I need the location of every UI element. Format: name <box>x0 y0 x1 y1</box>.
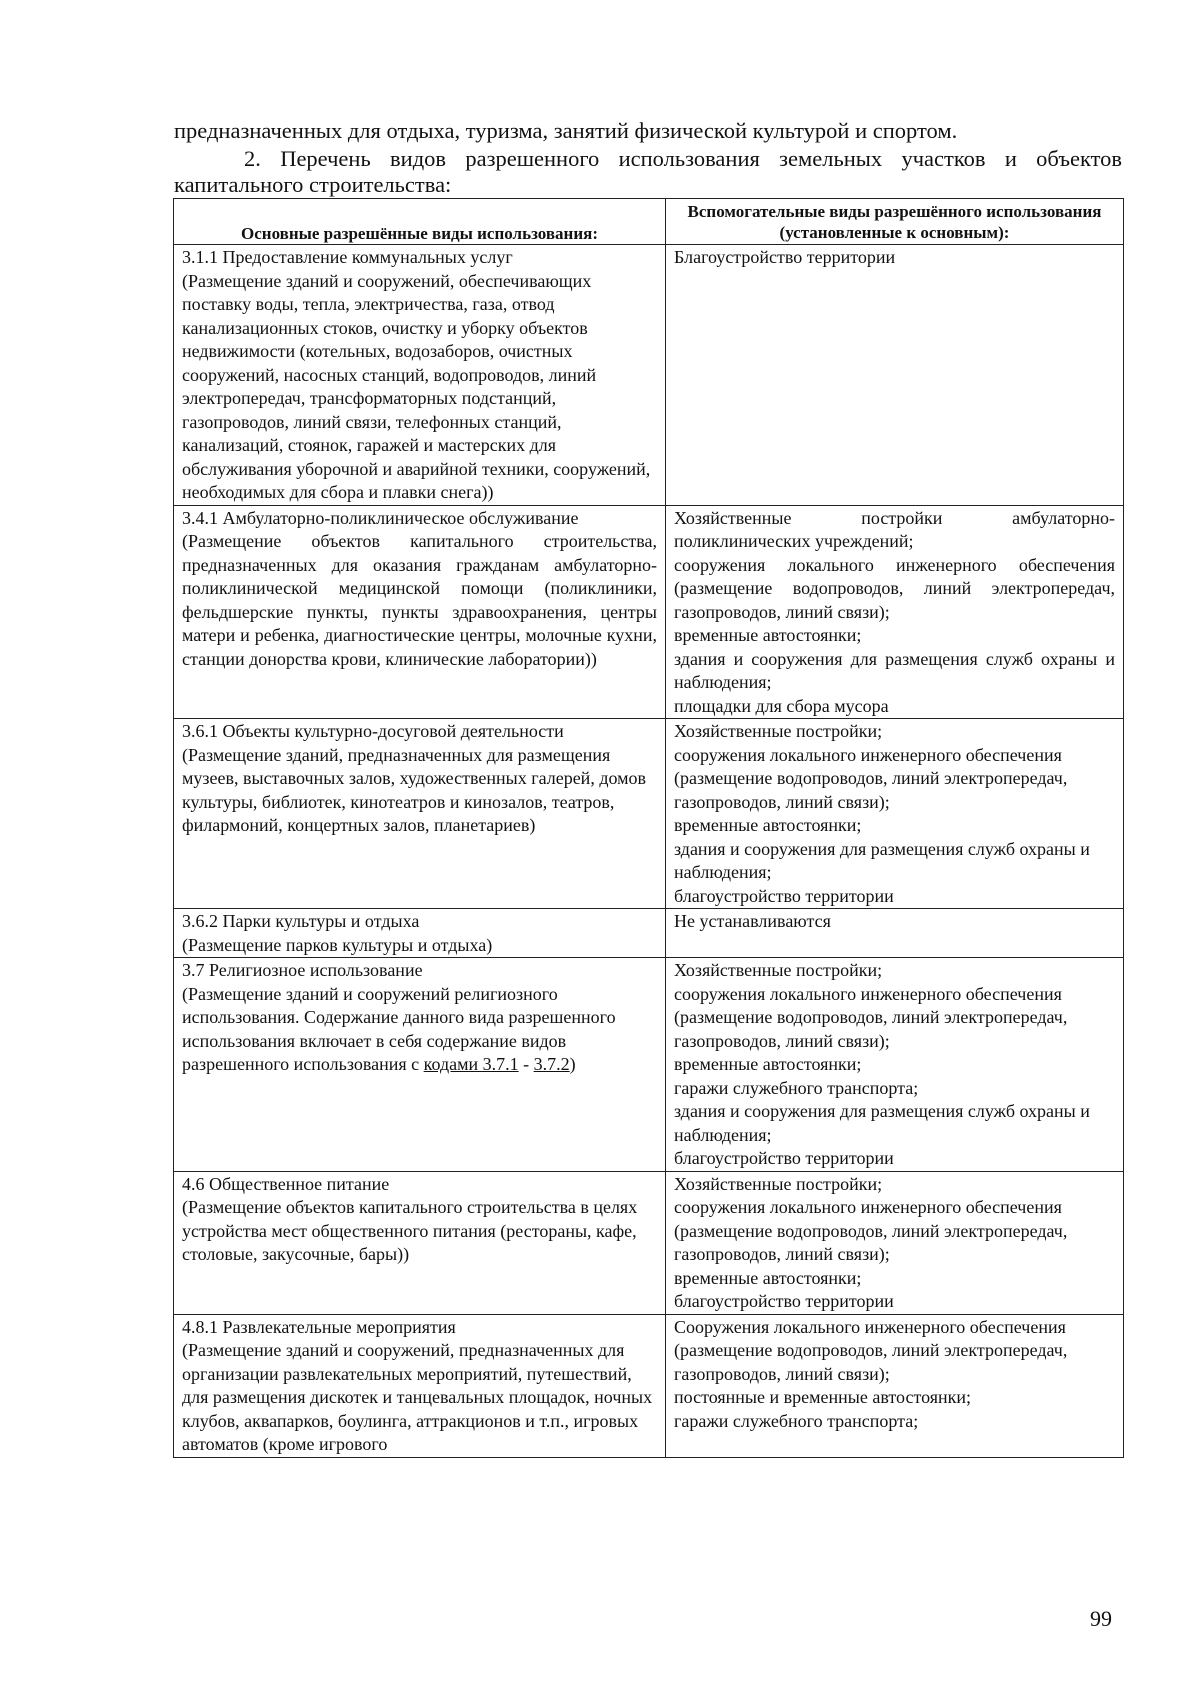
aux-use-item: гаражи служебного транспорта; <box>674 1410 919 1431</box>
main-use-title: 3.1.1 Предоставление коммунальных услуг <box>182 247 513 267</box>
paragraph-2: 2. Перечень видов разрешенного использования земельных участков и объектов капитального строительства: <box>174 146 1122 197</box>
aux-use-item: здания и сооружения для размещения служб охраны и наблюдения; <box>674 1101 1090 1145</box>
aux-use-item: временные автостоянки; <box>674 1054 862 1074</box>
main-use-description: (Размещение объектов капитального строительства, предназначенных для оказания гражданам амбулаторно-поликлинической медицинской помощи (поликлиники, фельдшерские пункты, пункты здравоохранения, центры матери и ребенка, диагностические центры, молочные кухни, станции донорства крови, клинические лаборатории)) <box>182 531 657 669</box>
aux-use-cell <box>666 1171 1124 1314</box>
main-use-cell <box>174 909 666 958</box>
table-header-row <box>174 199 1124 245</box>
aux-use-cell <box>666 245 1124 506</box>
code-range-separator: - <box>518 1054 534 1074</box>
intro-line: предназначенных для отдыха, туризма, занятий физической культурой и спортом. <box>174 118 958 143</box>
main-use-title: 3.7 Религиозное использование <box>182 960 423 980</box>
main-use-description: (Размещение объектов капитального строительства в целях устройства мест общественного питания (рестораны, кафе, столовые, закусочные, бары)) <box>182 1197 638 1264</box>
table-row <box>174 245 1124 506</box>
aux-use-item: временные автостоянки; <box>674 815 862 835</box>
main-use-title: 4.8.1 Развлекательные мероприятия <box>182 1316 456 1337</box>
main-use-description: (Размещение парков культуры и отдыха) <box>182 934 493 955</box>
aux-use-cell <box>666 505 1124 719</box>
main-use-cell <box>174 245 666 506</box>
aux-use-cell <box>666 1314 1124 1457</box>
main-use-cell <box>174 958 666 1172</box>
code-link-3-7-1[interactable]: кодами 3.7.1 <box>423 1054 519 1074</box>
table-row <box>174 1314 1124 1457</box>
main-use-cell <box>174 1171 666 1314</box>
main-use-title: 3.6.2 Парки культуры и отдыха <box>182 911 420 931</box>
aux-use-item: благоустройство территории <box>674 1148 894 1168</box>
aux-use-item: Хозяйственные постройки; <box>674 960 883 980</box>
main-use-description-text: (Размещение зданий и сооружений религиозного использования. Содержание данного вида разрешенного использования включает в себя содержание видов разрешенного использования с <box>182 983 616 1074</box>
aux-use-item: Благоустройство территории <box>674 247 896 267</box>
code-link-3-7-2[interactable]: 3.7.2 <box>533 1054 570 1074</box>
aux-use-item: сооружения локального инженерного обеспечения (размещение водопроводов, линий электропередач, газопроводов, линий связи); <box>674 1197 1068 1264</box>
main-use-cell <box>174 719 666 909</box>
aux-use-cell <box>666 958 1124 1172</box>
main-use-description: (Размещение зданий, предназначенных для размещения музеев, выставочных залов, художественных галерей, домов культуры, библиотек, кинотеатров и кинозалов, театров, филармоний, концертных залов, планетариев) <box>182 744 647 835</box>
aux-use-item: сооружения локального инженерного обеспечения (размещение водопроводов, линий электропередач, газопроводов, линий связи); <box>674 554 1115 622</box>
aux-use-item: гаражи служебного транспорта; <box>674 1077 919 1098</box>
aux-use-item: Не устанавливаются <box>674 911 831 931</box>
main-use-title: 4.6 Общественное питание <box>182 1173 390 1194</box>
main-use-cell <box>174 505 666 719</box>
main-use-title: 3.6.1 Объекты культурно-досуговой деятельности <box>182 721 564 741</box>
aux-use-item: сооружения локального инженерного обеспечения (размещение водопроводов, линий электропередач, газопроводов, линий связи); <box>674 744 1068 812</box>
aux-use-item: Хозяйственные постройки; <box>674 1173 883 1194</box>
description-closing-paren: ) <box>569 1054 576 1074</box>
aux-use-item: здания и сооружения для размещения служб охраны и наблюдения; <box>674 648 1115 692</box>
table-row <box>174 1171 1124 1314</box>
aux-use-cell <box>666 719 1124 909</box>
table-row <box>174 719 1124 909</box>
aux-use-item: здания и сооружения для размещения служб охраны и наблюдения; <box>674 838 1090 882</box>
land-use-table <box>173 198 1124 1458</box>
aux-use-item: постоянные и временные автостоянки; <box>674 1387 972 1407</box>
aux-use-item: Хозяйственные постройки; <box>674 721 883 741</box>
main-use-description: (Размещение зданий и сооружений, предназначенных для организации развлекательных мероприятий, путешествий, для размещения дискотек и танцевальных площадок, ночных клубов, аквапарков, боулинга, аттракционов и т.п., игровых автоматов (кроме игрового <box>182 1340 653 1454</box>
aux-use-item: Хозяйственные постройки амбулаторно-поликлинических учреждений; <box>674 507 1115 551</box>
main-use-title: 3.4.1 Амбулаторно-поликлиническое обслуживание <box>182 507 579 528</box>
main-use-cell <box>174 1314 666 1457</box>
aux-use-cell <box>666 909 1124 958</box>
aux-use-item: временные автостоянки; <box>674 1267 862 1288</box>
aux-use-item: благоустройство территории <box>674 885 894 906</box>
aux-use-item: благоустройство территории <box>674 1291 894 1311</box>
page-number: 99 <box>1090 1606 1112 1631</box>
main-use-description <box>182 983 657 1077</box>
header-main-uses: Основные разрешённые виды использования: <box>174 199 666 245</box>
aux-use-item: площадки для сбора мусора <box>674 695 889 716</box>
table-row <box>174 505 1124 719</box>
aux-use-item: временные автостоянки; <box>674 625 862 645</box>
table-row <box>174 909 1124 958</box>
main-use-description: (Размещение зданий и сооружений, обеспечивающих поставку воды, тепла, электричества, газа, отвод канализационных стоков, очистку и уборку объектов недвижимости (котельных, водозаборов, очистных сооружений, насосных станций, водопроводов, линий электропередач, трансформаторных подстанций, газопроводов, линий связи, телефонных станций, канализаций, стоянок, гаражей и мастерских для обслуживания уборочной и аварийной техники, сооружений, необходимых для сбора и плавки снега)) <box>182 270 651 502</box>
aux-use-item: сооружения локального инженерного обеспечения (размещение водопроводов, линий электропередач, газопроводов, линий связи); <box>674 983 1068 1051</box>
aux-use-item: Сооружения локального инженерного обеспечения (размещение водопроводов, линий электропередач, газопроводов, линий связи); <box>674 1316 1068 1384</box>
header-aux-uses: Вспомогательные виды разрешённого использования (установленные к основным): <box>666 199 1124 245</box>
table-row <box>174 958 1124 1172</box>
